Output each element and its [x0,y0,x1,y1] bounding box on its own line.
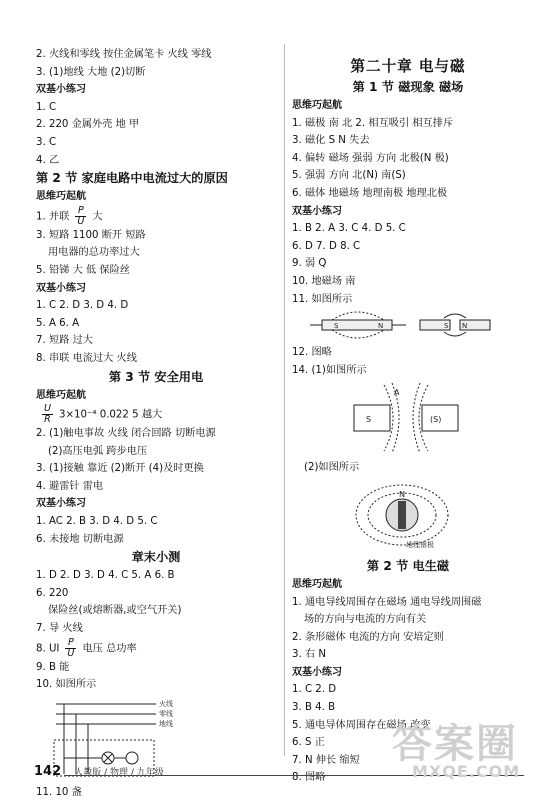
point-label: A [394,388,400,398]
answer-line: 8. 图略 [292,772,326,784]
answer-line: 7. 短路 过大 [36,335,93,347]
answer-line: 1. D 2. D 3. D 4. C 5. A 6. B [36,570,175,582]
line-suffix: 大 [92,211,103,223]
answer-line: 7. 导 火线 [36,623,83,635]
answer-line: 5. 铅锑 大 低 保险丝 [36,264,130,276]
answer-line: 1. AC 2. B 3. D 4. D 5. C [36,516,158,528]
pole-label: N [378,322,384,331]
field-line [384,385,393,451]
answer-line: 3. 短路 1100 断开 短路 [36,229,146,241]
subheading: 双基小练习 [36,282,86,294]
neutral-wire-label: 零线 [159,709,173,718]
watermark-url: MXQE.COM [412,762,521,781]
answer-line: 4. 乙 [36,154,60,166]
answer-line: 6. 未接地 切断电源 [36,533,124,545]
pole-label: S [444,322,449,331]
column-divider [284,44,285,756]
answer-line: 5. 通电导体周围存在磁场 改变 [292,719,431,731]
subheading: 双基小练习 [36,84,86,96]
fraction-numerator: U [44,403,52,415]
answer-line: 4. 偏转 磁场 强弱 方向 北极(N 极) [292,152,449,164]
answer-line: 1. C [36,101,57,113]
left-column [36,46,276,801]
answer-line: 11. 如图所示 [292,293,353,305]
watermark-logo: 答案圈 [392,721,518,767]
subheading: 双基小练习 [292,205,342,217]
pole-label: S [334,322,339,331]
magnet-left [354,405,390,431]
earth-wire-label: 地线 [159,719,173,728]
answer-line: 11. 10 盏 [36,786,82,798]
answer-line [36,638,276,659]
pole-label: N [399,489,405,499]
subheading: 思维巧起航 [36,389,86,401]
answer-line: (2)如图所示 [304,462,360,474]
footer-text: 人教版 / 物理 / 九年级 [74,768,164,778]
answer-line: 8. 串联 电流过大 火线 [36,352,137,364]
right-column [292,46,524,787]
fraction-denominator: U [67,647,75,659]
answer-line: 9. B 能 [36,661,70,673]
answer-line [36,206,276,227]
answer-line: 14. (1)如图所示 [292,364,367,376]
answer-line: 6. S 正 [292,737,325,749]
fraction [75,206,86,227]
field-line [444,314,466,318]
subheading: 双基小练习 [292,666,342,678]
answer-line: 6. 磁体 地磁场 地理南极 地理北极 [292,187,448,199]
answer-line [36,404,276,425]
magnet-pair-diagram [292,379,522,459]
answer-line: 1. C 2. D 3. D 4. D [36,300,129,312]
answer-line: 6. D 7. D 8. C [292,240,361,252]
answer-line: 9. 弱 Q [292,258,327,270]
answer-line: 用电器的总功率过大 [48,247,140,259]
field-line [413,383,420,453]
subheading: 双基小练习 [36,498,86,510]
field-line [419,385,428,451]
answer-line: 2. (1)触电事故 火线 闭合回路 切断电源 [36,428,216,440]
page-number: 142 [34,764,62,779]
fraction-denominator: U [77,215,85,227]
answer-line: 保险丝(或熔断器,或空气开关) [48,605,182,617]
section-title: 第 1 节 磁现象 磁场 [352,80,464,94]
answer-line: 1. B 2. A 3. C 4. D 5. C [292,223,406,235]
pole-label: S [366,415,372,425]
answer-line: 2. 火线和零线 按住金属笔卡 火线 零线 [36,49,212,60]
answer-line: 1. 磁极 南 北 2. 相互吸引 相互排斥 [292,117,454,129]
answer-line: 12. 图略 [292,347,332,359]
answer-line: 3. 右 N [292,649,327,661]
answer-line: 10. 如图所示 [36,679,97,691]
section-title: 第 3 节 安全用电 [108,369,204,384]
field-line [332,312,384,320]
answer-line: 4. 避雷针 雷电 [36,480,104,492]
section-title: 第 2 节 电生磁 [366,558,450,573]
line-prefix: 8. UI [36,643,60,655]
field-line [444,332,466,336]
answer-line: 1. C 2. D [292,684,337,696]
fraction [42,404,53,425]
magnet-field-diagram [292,308,522,344]
answer-line: 场的方向与电流的方向有关 [304,614,427,626]
fraction-denominator: R [44,414,51,426]
subheading: 思维巧起航 [292,578,342,590]
answer-line: 1. 通电导线周围存在磁场 通电导线周围磁 [292,596,482,608]
fraction-numerator: P [75,206,86,217]
pole-label: (S) [430,415,442,425]
section-title: 章末小测 [131,550,181,565]
answer-line: 3. C [36,136,57,148]
geo-pole-label: 地理南极 [406,540,434,549]
fraction-numerator: P [65,638,76,649]
section-title: 第 2 节 家庭电路中电流过大的原因 [36,171,228,186]
answer-line: 2. 条形磁体 电流的方向 安培定则 [292,631,444,643]
answer-line: (2)高压电弧 跨步电压 [48,445,148,457]
answer-line: 3. 磁化 S N 失去 [292,135,370,147]
answer-line: 3. B 4. B [292,702,336,714]
answer-line: 3. (1)地线 大地 (2)切断 [36,66,146,78]
pole-label: N [462,322,468,331]
earth-field-diagram [292,477,522,557]
answer-line: 5. 强弱 方向 北(N) 南(S) [292,170,406,182]
live-wire-label: 火线 [159,699,173,708]
chapter-title: 第二十章 电与磁 [350,58,466,75]
answer-line: 10. 地磁场 南 [292,275,356,287]
line-suffix: 电压 总功率 [82,643,137,655]
line-prefix: 1. 并联 [36,211,70,223]
answer-line: 3. (1)接触 靠近 (2)断开 (4)及时更换 [36,463,204,475]
answer-line: 7. N 伸长 缩短 [292,754,360,766]
fraction [65,638,76,659]
field-line [332,330,384,338]
answer-line: 2. 220 金属外壳 地 甲 [36,119,140,131]
line-suffix: 3×10⁻⁴ 0.022 5 越大 [59,409,163,421]
subheading: 思维巧起航 [292,100,342,111]
subheading: 思维巧起航 [36,191,86,203]
magnet-core [398,501,406,529]
answer-line: 6. 220 [36,587,69,599]
answer-line: 5. A 6. A [36,317,80,329]
